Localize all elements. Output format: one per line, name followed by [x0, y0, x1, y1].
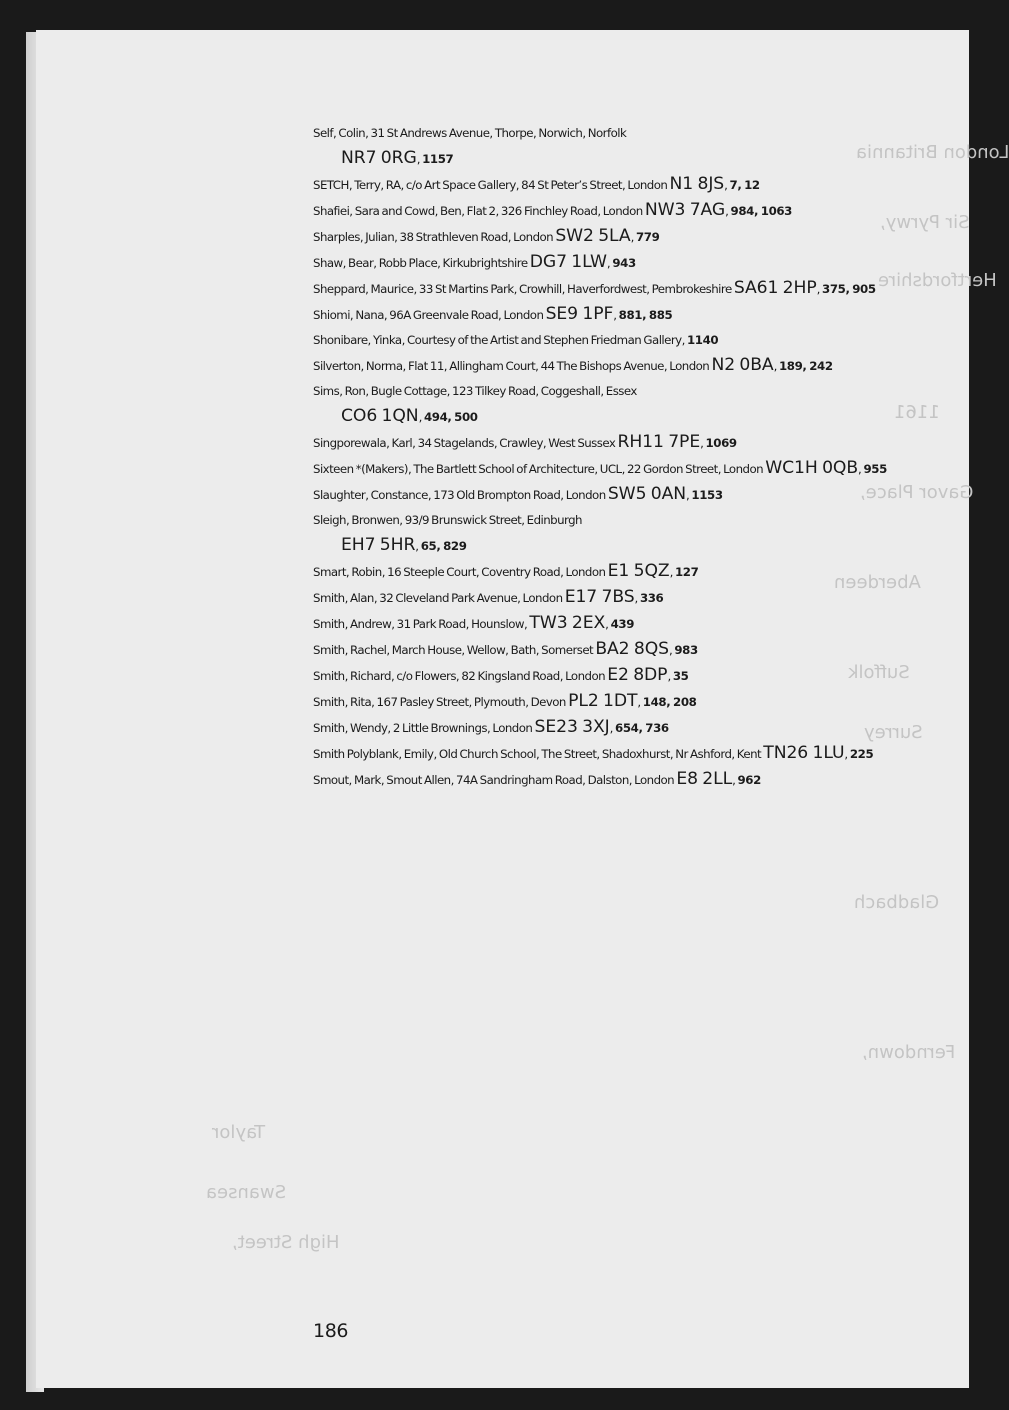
entry-pages: 1069 [705, 436, 737, 450]
index-entry: Shiomi, Nana, 96A Greenvale Road, London SE9 1PF, 881, 885 [313, 304, 673, 324]
entry-pages: 439 [610, 617, 635, 631]
index-entry: Smith, Rachel, March House, Wellow, Bath, Somerset BA2 8QS, 983 [313, 639, 698, 659]
entry-pages: 375, 905 [822, 282, 876, 296]
show-through-text: Surrey [864, 722, 923, 743]
show-through-text: Sir Pyrwy, [880, 212, 970, 233]
entry-pages: 189, 242 [779, 359, 833, 373]
entry-address: 173 Old Brompton Road, London [433, 488, 606, 502]
entry-postcode: N1 8JS [669, 174, 725, 194]
entry-pages: 1157 [422, 152, 454, 166]
entry-name: Smith, Alan, [313, 591, 378, 605]
show-through-text: Swansea [206, 1182, 287, 1203]
entry-pages: 1153 [691, 488, 723, 502]
index-entry: Self, Colin, 31 St Andrews Avenue, Thorpe, Norwich, Norfolk NR7 0RG, 1157 [313, 126, 627, 168]
index-entry: Sixteen *(Makers), The Bartlett School of Architecture, UCL, 22 Gordon Street, London WC1H 0QB, 955 [313, 458, 887, 478]
entry-pages: 881, 885 [618, 308, 673, 322]
entry-address: Flat 2, 326 Finchley Road, London [466, 204, 643, 218]
entry-name: Smith, Wendy, [313, 721, 391, 735]
index-entry: Sims, Ron, Bugle Cottage, 123 Tilkey Road, Coggeshall, Essex CO6 1QN, 494, 500 [313, 384, 637, 426]
entry-name: Smith Polyblank, Emily, [313, 747, 437, 761]
entry-address: 32 Cleveland Park Avenue, London [379, 591, 563, 605]
entry-address: 31 Park Road, Hounslow, [396, 617, 528, 631]
entry-postcode: E1 5QZ [607, 561, 670, 581]
entry-pages: 148, 208 [642, 695, 697, 709]
index-entry [313, 328, 969, 353]
entry-postcode: DG7 1LW [529, 252, 607, 272]
show-through-text: Aberdeen [834, 572, 921, 593]
entry-address: Old Church School, The Street, Shadoxhurst, Nr Ashford, Kent [438, 747, 762, 761]
entry-address: Flat 11, Allingham Court, 44 The Bishops Avenue, London [407, 359, 710, 373]
entry-address: 96A Greenvale Road, London [389, 308, 544, 322]
entry-postcode: N2 0BA [711, 355, 774, 375]
entry-pages: 7, 12 [729, 178, 760, 192]
entry-pages: 1140 [687, 333, 719, 347]
entry-address: 33 St Martins Park, Crowhill, Haverfordwest, Pembrokeshire [418, 282, 732, 296]
entry-postcode: NR7 0RG [341, 148, 417, 168]
entry-address: The Bartlett School of Architecture, UCL, 22 Gordon Street, London [413, 462, 764, 476]
index-entry: Sheppard, Maurice, 33 St Martins Park, Crowhill, Haverfordwest, Pembrokeshire SA61 2HP, 375, 905 [313, 278, 876, 298]
entry-postcode: SE23 3XJ [534, 717, 610, 737]
entry-address: c/o Flowers, 82 Kingsland Road, London [396, 669, 606, 683]
show-through-text: Ferndown, [862, 1042, 956, 1063]
index-entry: Shafiei, Sara and Cowd, Ben, Flat 2, 326 Finchley Road, London NW3 7AG, 984, 1063 [313, 200, 792, 220]
entry-postcode: TW3 2EX [529, 613, 606, 633]
entry-name: Smith, Richard, [313, 669, 395, 683]
entry-pages: 779 [636, 230, 660, 244]
show-through-text: High Street, [232, 1232, 340, 1253]
entry-postcode: WC1H 0QB [765, 458, 859, 478]
entry-name: Sheppard, Maurice, [313, 282, 417, 296]
entry-pages: 984, 1063 [730, 204, 792, 218]
entry-name: Sleigh, Bronwen, [313, 513, 403, 527]
entry-postcode: BA2 8QS [595, 639, 669, 659]
entry-name: Shaw, Bear, [313, 256, 377, 270]
index-entry: Smith Polyblank, Emily, Old Church School, The Street, Shadoxhurst, Nr Ashford, Kent TN26 1LU, 225 [313, 743, 874, 763]
index-entry: Smout, Mark, Smout Allen, 74A Sandringham Road, Dalston, London E8 2LL, 962 [313, 769, 761, 789]
entry-postcode: TN26 1LU [763, 743, 845, 763]
entry-name: Singporewala, Karl, [313, 436, 416, 450]
page-number: 186 [313, 1320, 349, 1342]
show-through-text: 1161 [894, 402, 940, 423]
entry-pages: 654, 736 [615, 721, 669, 735]
show-through-text: Gavor Place, [860, 482, 974, 503]
entry-postcode: SW2 5LA [555, 226, 631, 246]
entry-name: Sixteen *(Makers), [313, 462, 412, 476]
show-through-text: Gladbach [854, 892, 940, 913]
index-entry: Smart, Robin, 16 Steeple Court, Coventry Road, London E1 5QZ, 127 [313, 561, 699, 581]
index-entry: Smith, Richard, c/o Flowers, 82 Kingsland Road, London E2 8DP, 35 [313, 665, 689, 685]
entry-name: SETCH, Terry, RA, [313, 178, 404, 192]
entry-pages: 983 [674, 643, 698, 657]
entry-postcode: E2 8DP [607, 665, 668, 685]
index-entry: Smith, Rita, 167 Pasley Street, Plymouth, Devon PL2 1DT, 148, 208 [313, 691, 697, 711]
index-entry: Silverton, Norma, Flat 11, Allingham Court, 44 The Bishops Avenue, London N2 0BA, 189, 242 [313, 355, 833, 375]
entry-postcode: E17 7BS [564, 587, 635, 607]
entry-postcode: SW5 0AN [607, 484, 687, 504]
entry-postcode: SA61 2HP [733, 278, 817, 298]
index-entry: Smith, Wendy, 2 Little Brownings, London SE23 3XJ, 654, 736 [313, 717, 669, 737]
entry-pages: 962 [737, 773, 761, 787]
entry-address: 93/9 Brunswick Street, Edinburgh [404, 513, 582, 527]
index-entry: Shaw, Bear, Robb Place, Kirkubrightshire DG7 1LW, 943 [313, 252, 636, 272]
index-entry: Smith, Alan, 32 Cleveland Park Avenue, London E17 7BS, 336 [313, 587, 664, 607]
entry-postcode: SE9 1PF [545, 304, 614, 324]
entry-name: Smith, Andrew, [313, 617, 395, 631]
entry-address: 38 Strathleven Road, London [399, 230, 554, 244]
show-through-text: Taylor [212, 1122, 266, 1143]
entry-name: Sharples, Julian, [313, 230, 398, 244]
entry-name: Smout, Mark, [313, 773, 385, 787]
entry-name: Smith, Rita, [313, 695, 375, 709]
entry-name: Shonibare, Yinka, [313, 333, 405, 347]
show-through-text: Hertfordshire [878, 270, 997, 291]
entry-name: Smith, Rachel, [313, 643, 390, 657]
entry-postcode: RH11 7PE [617, 432, 701, 452]
entry-pages: 225 [849, 747, 874, 761]
show-through-text: Suffolk [848, 662, 910, 683]
entry-address: March House, Wellow, Bath, Somerset [391, 643, 594, 657]
entry-address: Courtesy of the Artist and Stephen Friedman Gallery, [407, 333, 685, 347]
entry-address: Robb Place, Kirkubrightshire [378, 256, 528, 270]
entry-name: Smart, Robin, [313, 565, 385, 579]
artist-index-list [313, 121, 969, 793]
entry-address: 2 Little Brownings, London [392, 721, 533, 735]
entry-pages: 943 [612, 256, 636, 270]
entry-pages: 955 [863, 462, 887, 476]
entry-postcode: EH7 5HR [341, 535, 416, 555]
entry-address: 34 Stagelands, Crawley, West Sussex [417, 436, 616, 450]
entry-pages: 35 [672, 669, 689, 683]
entry-address: Smout Allen, 74A Sandringham Road, Dalston, London [386, 773, 675, 787]
entry-postcode: PL2 1DT [568, 691, 638, 711]
entry-name: Silverton, Norma, [313, 359, 406, 373]
entry-pages: 494, 500 [423, 410, 478, 424]
index-entry: Singporewala, Karl, 34 Stagelands, Crawley, West Sussex RH11 7PE, 1069 [313, 432, 737, 452]
entry-pages: 65, 829 [420, 539, 467, 553]
entry-postcode: NW3 7AG [644, 200, 726, 220]
show-through-text: London Britannia [856, 142, 1009, 163]
entry-name: Slaughter, Constance, [313, 488, 432, 502]
index-entry: Slaughter, Constance, 173 Old Brompton Road, London SW5 0AN, 1153 [313, 484, 723, 504]
entry-name: Shafiei, Sara and Cowd, Ben, [313, 204, 465, 218]
entry-name: Shiomi, Nana, [313, 308, 388, 322]
index-entry: Smith, Andrew, 31 Park Road, Hounslow, TW3 2EX, 439 [313, 613, 635, 633]
entry-address: Bugle Cottage, 123 Tilkey Road, Coggeshall, Essex [370, 384, 637, 398]
entry-address: 167 Pasley Street, Plymouth, Devon [376, 695, 566, 709]
entry-pages: 127 [674, 565, 699, 579]
entry-pages: 336 [639, 591, 664, 605]
entry-address: 16 Steeple Court, Coventry Road, London [387, 565, 606, 579]
entry-address: 31 St Andrews Avenue, Thorpe, Norwich, Norfolk [370, 126, 627, 140]
entry-postcode: CO6 1QN [341, 406, 419, 426]
entry-postcode: E8 2LL [676, 769, 733, 789]
index-entry: Sleigh, Bronwen, 93/9 Brunswick Street, Edinburgh EH7 5HR, 65, 829 [313, 513, 582, 555]
index-entry: Sharples, Julian, 38 Strathleven Road, London SW2 5LA, 779 [313, 226, 660, 246]
entry-name: Sims, Ron, [313, 384, 369, 398]
entry-name: Self, Colin, [313, 126, 369, 140]
entry-address: c/o Art Space Gallery, 84 St Peter’s Street, London [405, 178, 668, 192]
index-entry: SETCH, Terry, RA, c/o Art Space Gallery, 84 St Peter’s Street, London N1 8JS, 7, 12 [313, 174, 760, 194]
